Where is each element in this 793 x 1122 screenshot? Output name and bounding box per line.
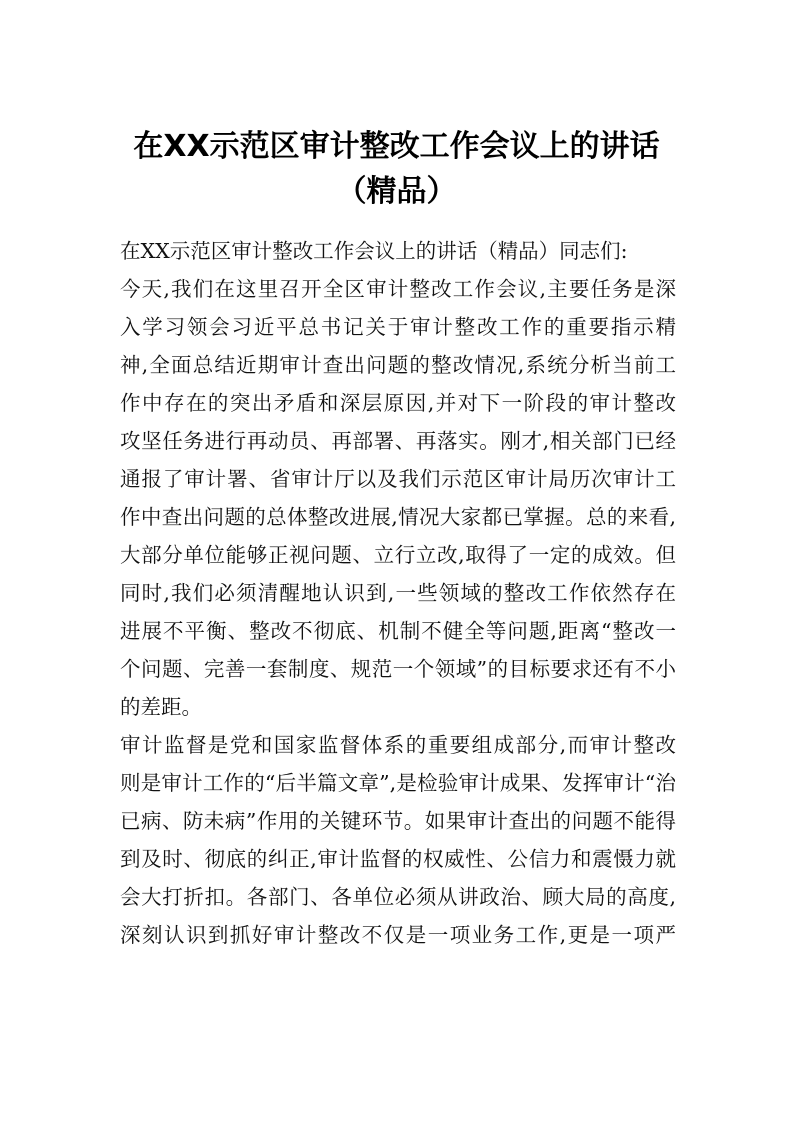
document-title: 在XX示范区审计整改工作会议上的讲话 — [133, 129, 660, 164]
text-line: 个问题、完善一套制度、规范一个领域”的目标要求还有不小 — [120, 657, 676, 681]
text-line: 攻坚任务进行再动员、再部署、再落实。刚才,相关部门已经 — [120, 429, 676, 453]
text-line: 到及时、彻底的纠正,审计监督的权威性、公信力和震慑力就 — [120, 847, 676, 871]
text-line: 大部分单位能够正视问题、立行立改,取得了一定的成效。但 — [120, 543, 676, 567]
document-title-suffix: （精品） — [336, 174, 457, 209]
text-line: 深刻认识到抓好审计整改不仅是一项业务工作,更是一项严 — [120, 923, 676, 947]
text-line: 的差距。 — [120, 695, 202, 719]
text-line: 则是审计工作的“后半篇文章”,是检验审计成果、发挥审计“治 — [120, 771, 676, 795]
text-line: 神,全面总结近期审计查出问题的整改情况,系统分析当前工 — [120, 353, 676, 377]
text-line: 在XX示范区审计整改工作会议上的讲话（精品）同志们: — [120, 239, 628, 263]
text-line: 已病、防未病”作用的关键环节。如果审计查出的问题不能得 — [120, 809, 676, 833]
text-line: 入学习领会习近平总书记关于审计整改工作的重要指示精 — [120, 315, 676, 339]
text-line: 作中查出问题的总体整改进展,情况大家都已掌握。总的来看, — [120, 505, 676, 529]
text-line: 会大打折扣。各部门、各单位必须从讲政治、顾大局的高度, — [120, 885, 676, 909]
text-line: 审计监督是党和国家监督体系的重要组成部分,而审计整改 — [120, 733, 676, 757]
text-line: 同时,我们必须清醒地认识到,一些领域的整改工作依然存在 — [120, 581, 676, 605]
text-line: 作中存在的突出矛盾和深层原因,并对下一阶段的审计整改 — [120, 391, 676, 415]
text-line: 进展不平衡、整改不彻底、机制不健全等问题,距离“整改一 — [120, 619, 676, 643]
text-line: 通报了审计署、省审计厅以及我们示范区审计局历次审计工 — [120, 467, 676, 491]
text-line: 今天,我们在这里召开全区审计整改工作会议,主要任务是深 — [120, 277, 676, 301]
